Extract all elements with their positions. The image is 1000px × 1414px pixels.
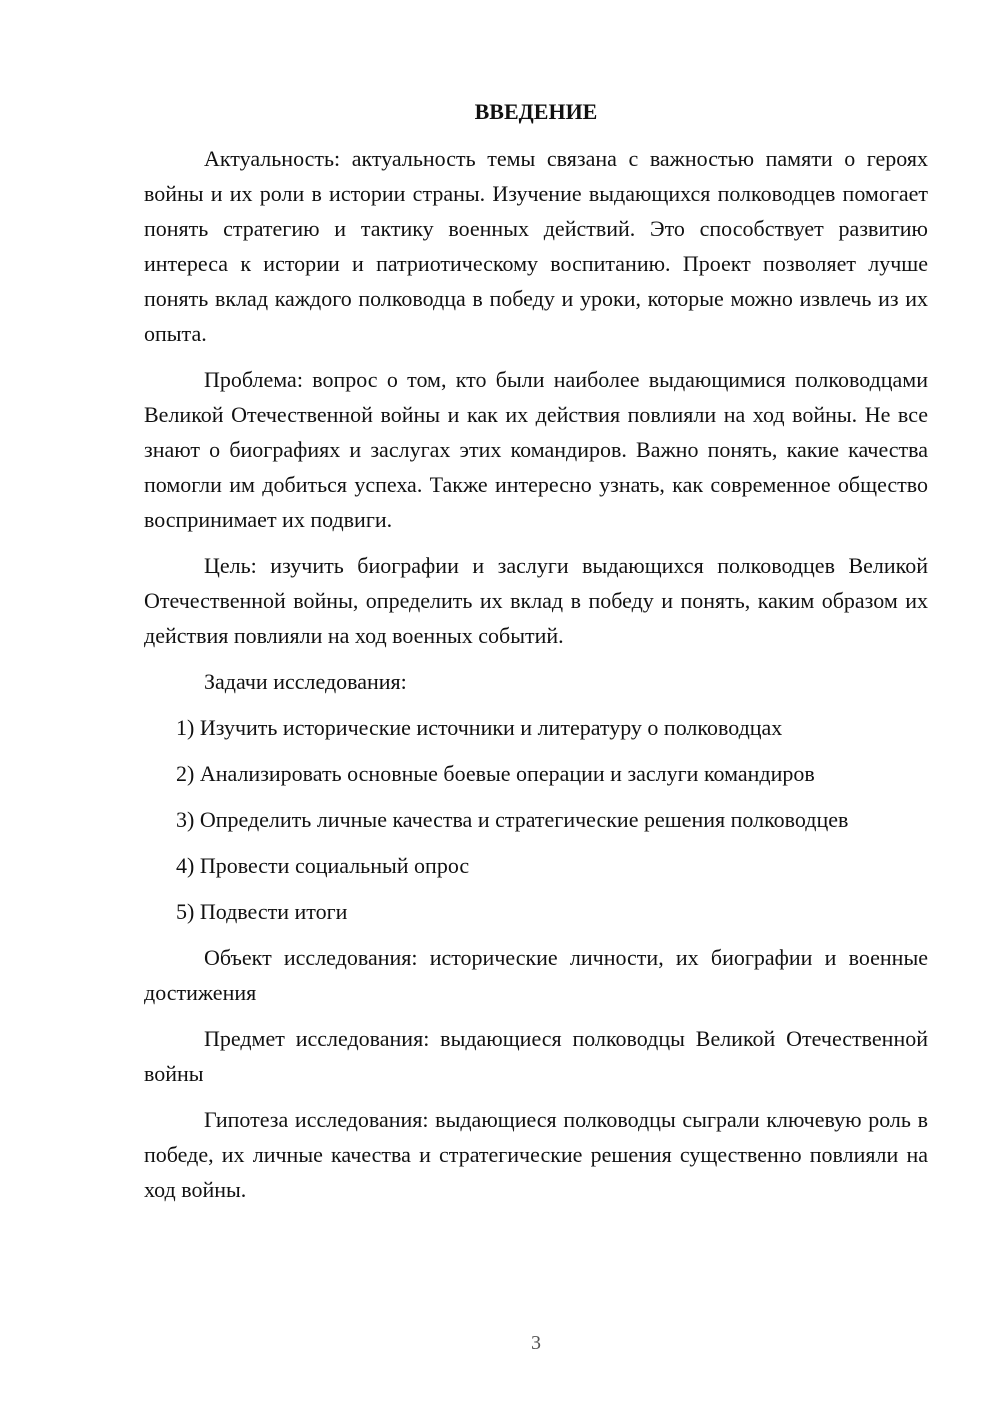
- task-item-3: 3) Определить личные качества и стратегические решения полководцев: [176, 807, 849, 832]
- page-number: 3: [531, 1332, 541, 1354]
- object-paragraph: Объект исследования: исторические личности, их биографии и военные достижения: [144, 945, 928, 1005]
- relevance-paragraph: Актуальность: актуальность темы связана с важностью памяти о героях войны и их роли в истории страны. Изучение выдающихся полководцев помогает понять стратегию и тактику военных действий. Это способствует развитию интереса к истории и патриотическому воспитанию. Проект позволяет лучше понять вклад каждого полководца в победу и уроки, которые можно извлечь из их опыта.: [144, 146, 928, 346]
- section-title: ВВЕДЕНИЕ: [474, 99, 598, 124]
- task-item-4: 4) Провести социальный опрос: [176, 853, 470, 878]
- task-item-2: 2) Анализировать основные боевые операции и заслуги командиров: [176, 761, 815, 786]
- tasks-heading: Задачи исследования:: [204, 669, 407, 694]
- task-item-5: 5) Подвести итоги: [176, 899, 348, 924]
- hypothesis-paragraph: Гипотеза исследования: выдающиеся полководцы сыграли ключевую роль в победе, их личные качества и стратегические решения существенно повлияли на ход войны.: [144, 1107, 928, 1202]
- problem-paragraph: Проблема: вопрос о том, кто были наиболее выдающимися полководцами Великой Отечественной войны и как их действия повлияли на ход войны. Не все знают о биографиях и заслугах этих командиров. Важно понять, какие качества помогли им добиться успеха. Также интересно узнать, как современное общество воспринимает их подвиги.: [144, 367, 928, 532]
- task-item-1: 1) Изучить исторические источники и литературу о полководцах: [176, 715, 783, 740]
- document-body: [144, 94, 928, 1218]
- goal-paragraph: Цель: изучить биографии и заслуги выдающихся полководцев Великой Отечественной войны, определить их вклад в победу и понять, каким образом их действия повлияли на ход военных событий.: [144, 553, 928, 648]
- subject-paragraph: Предмет исследования: выдающиеся полководцы Великой Отечественной войны: [144, 1026, 928, 1086]
